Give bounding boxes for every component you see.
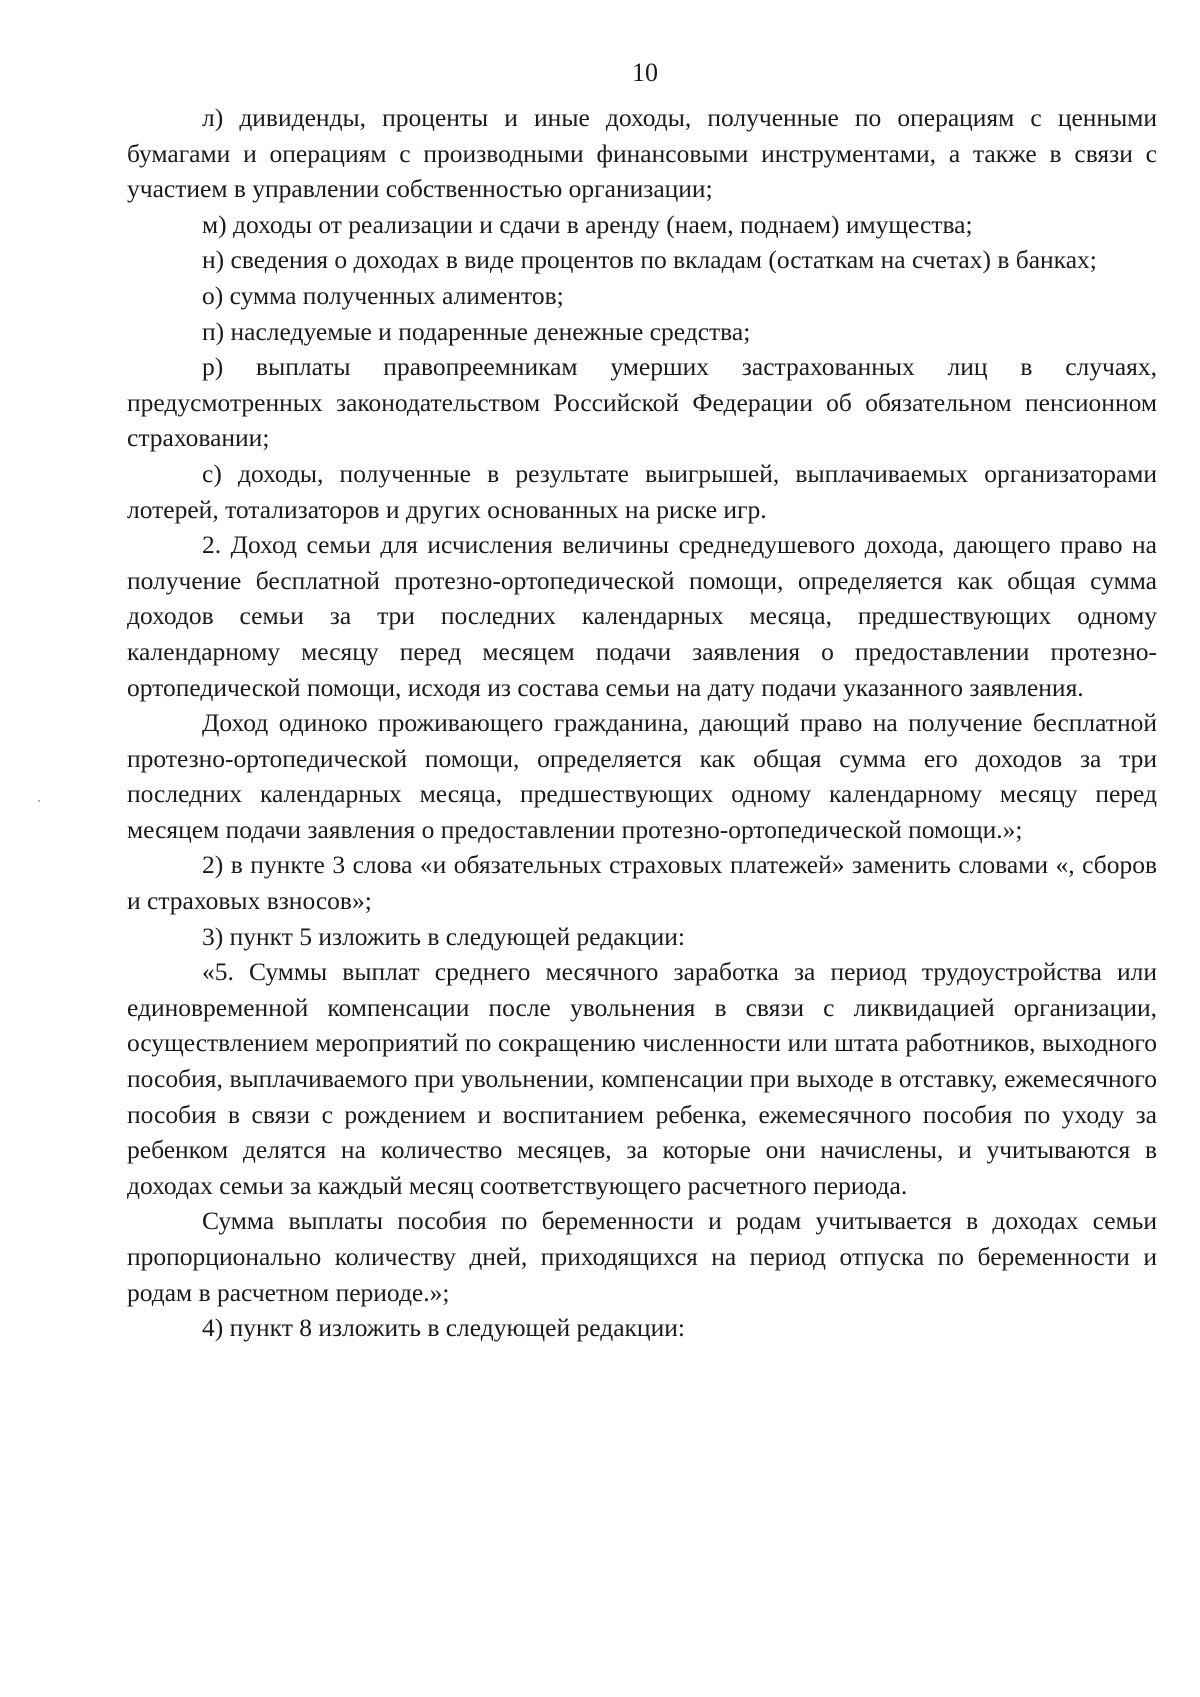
scan-speck <box>38 800 40 802</box>
paragraph-point-2: 2. Доход семьи для исчисления величины среднедушевого дохода, дающего право на получение бесплатной протезно-ортопедической помощи, определяется как общая сумма доходов семьи за три последних календарных месяца, предшествующих одному календарному месяцу перед месяцем подачи заявления о предоставлении протезно-ортопедической помощи, исходя из состава семьи на дату подачи указанного заявления. <box>127 530 1157 702</box>
paragraph-maternity-benefit: Сумма выплаты пособия по беременности и родам учитывается в доходах семьи пропорционально количеству дней, приходящихся на период отпуска по беременности и родам в расчетном периоде.»; <box>127 1206 1157 1307</box>
page-number: 10 <box>632 58 658 87</box>
paragraph-item-r: р) выплаты правопреемникам умерших застрахованных лиц в случаях, предусмотренных законодательством Российской Федерации об обязательном пенсионном страховании; <box>127 352 1157 453</box>
paragraph-item-s: с) доходы, полученные в результате выигрышей, выплачиваемых организаторами лотерей, тотализаторов и других основанных на риске игр. <box>127 458 1157 524</box>
paragraph-amendment-3: 3) пункт 5 изложить в следующей редакции: <box>202 921 685 951</box>
paragraph-point-5: «5. Суммы выплат среднего месячного заработка за период трудоустройства или единовременной компенсации после увольнения в связи с ликвидацией организации, осуществлением мероприятий по сокращению численности или штата работников, выходного пособия, выплачиваемого при увольнении, компенсации при выходе в отставку, ежемесячного пособия в связи с рождением и воспитанием ребенка, ежемесячного пособия по уходу за ребенком делятся на количество месяцев, за которые они начислены, и учитываются в доходах семьи за каждый месяц соответствующего расчетного периода. <box>127 957 1157 1200</box>
paragraph-item-l: л) дивиденды, проценты и иные доходы, полученные по операциям с ценными бумагами и операциям с производными финансовыми инструментами, а также в связи с участием в управлении собственностью организации; <box>127 103 1157 204</box>
paragraph-item-n: н) сведения о доходах в виде процентов по вкладам (остаткам на счетах) в банках; <box>202 245 1097 275</box>
document-body <box>127 100 1157 1346</box>
paragraph-item-o: о) сумма полученных алиментов; <box>202 280 564 310</box>
paragraph-single-citizen-income: Доход одиноко проживающего гражданина, дающий право на получение бесплатной протезно-ортопедической помощи, определяется как общая сумма его доходов за три последних календарных месяца, предшествующих одному календарному месяцу перед месяцем подачи заявления о предоставлении протезно-ортопедической помощи.»; <box>127 708 1157 844</box>
paragraph-amendment-4: 4) пункт 8 изложить в следующей редакции: <box>202 1313 685 1343</box>
paragraph-amendment-2: 2) в пункте 3 слова «и обязательных страховых платежей» заменить словами «, сборов и страховых взносов»; <box>127 850 1157 916</box>
paragraph-item-m: м) доходы от реализации и сдачи в аренду (наем, поднаем) имущества; <box>202 209 973 239</box>
paragraph-item-p: п) наследуемые и подаренные денежные средства; <box>202 316 751 346</box>
